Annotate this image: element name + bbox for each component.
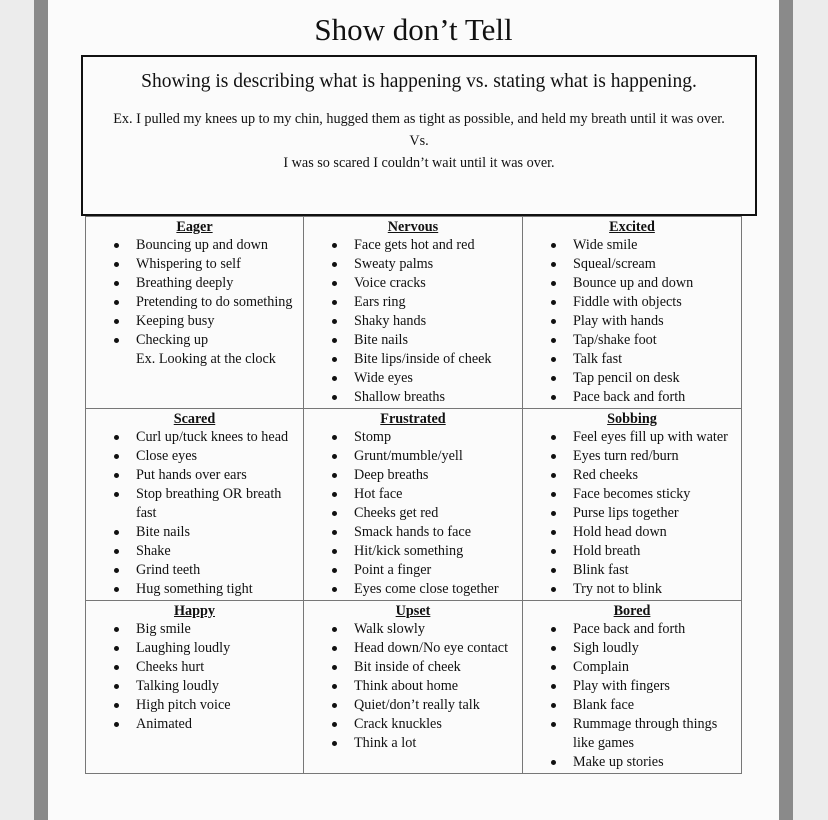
list-item-text: Make up stories [573,754,664,770]
bullet-icon [551,357,556,362]
list-item [136,293,299,312]
list-item [354,658,518,677]
bullet-icon [114,665,119,670]
bullet-icon [551,627,556,632]
definition-text: Showing is describing what is happening vs. stating what is happening. [141,71,697,92]
emotion-heading: Scared [173,411,216,427]
table-row [86,409,742,601]
list-item-text: Play with hands [573,313,664,329]
list-item-text: Ears ring [354,294,406,310]
bullet-icon [551,568,556,573]
list-item-text: Bite nails [354,332,408,348]
bullet-icon [114,722,119,727]
bullet-icon [114,473,119,478]
list-item [136,523,299,542]
bullet-icon [551,646,556,651]
list-item-text: Close eyes [136,448,198,464]
list-item-text: Eyes turn red/burn [573,448,679,464]
behavior-list [90,428,299,599]
list-item-text: Complain [573,659,629,675]
list-item-text: Bite nails [136,524,190,540]
bullet-icon [114,684,119,689]
list-item [136,485,299,523]
list-item [573,677,737,696]
list-item-text: Feel eyes fill up with water [573,429,728,445]
bullet-icon [332,395,337,400]
list-item-text: Try not to blink [573,581,662,597]
list-item [354,715,518,734]
list-item [573,696,737,715]
list-item [354,331,518,350]
list-item-text: Stop breathing OR breath fast [136,486,282,521]
bullet-icon [332,454,337,459]
list-item-text: Grunt/mumble/yell [354,448,463,464]
list-item [354,504,518,523]
bullet-icon [114,454,119,459]
bullet-icon [114,627,119,632]
list-item [354,447,518,466]
emotions-table [85,216,742,774]
list-item [136,677,299,696]
list-item-text: Sweaty palms [354,256,434,272]
bullet-icon [114,587,119,592]
list-item-text: Put hands over ears [136,467,247,483]
list-item [136,255,299,274]
list-item [136,236,299,255]
emotion-heading: Upset [395,603,431,619]
list-item [573,561,737,580]
list-item [354,428,518,447]
worksheet-page [48,0,779,820]
bullet-icon [551,703,556,708]
list-item [354,274,518,293]
behavior-list [527,236,737,407]
bullet-icon [114,646,119,651]
list-item [354,255,518,274]
list-item-text: Cheeks hurt [136,659,205,675]
list-item [354,293,518,312]
frame-left-border [34,0,48,820]
list-item [136,639,299,658]
telling-example: I was so scared I couldn’t wait until it was over. [283,155,555,171]
list-item [136,696,299,715]
list-item [136,447,299,466]
list-item-text: Fiddle with objects [573,294,682,310]
list-item-text: Face becomes sticky [573,486,691,502]
bullet-icon [114,281,119,286]
list-item [354,561,518,580]
list-item [136,715,299,734]
emotion-heading: Frustrated [380,411,446,427]
emotion-heading: Bored [613,603,651,619]
bullet-icon [551,473,556,478]
bullet-icon [332,492,337,497]
list-item-text: Checking up [136,332,209,348]
behavior-list [90,620,299,734]
bullet-icon [551,243,556,248]
emotion-heading: Happy [173,603,215,619]
list-item [573,753,737,772]
list-item [136,542,299,561]
emotion-cell [523,217,742,409]
list-item [573,620,737,639]
list-item-text: Quiet/don’t really talk [354,697,480,713]
list-item [354,639,518,658]
behavior-list [308,236,518,407]
list-item-text: Purse lips together [573,505,679,521]
list-item-text: Cheeks get red [354,505,439,521]
list-item [573,504,737,523]
list-item-text: Play with fingers [573,678,670,694]
bullet-icon [551,281,556,286]
list-item [573,350,737,369]
list-item [573,331,737,350]
bullet-icon [551,530,556,535]
bullet-icon [114,338,119,343]
bullet-icon [332,568,337,573]
bullet-icon [332,338,337,343]
list-item [354,312,518,331]
list-item-text: Red cheeks [573,467,639,483]
bullet-icon [332,627,337,632]
list-item [354,485,518,504]
list-item-text: Point a finger [354,562,432,578]
bullet-icon [332,646,337,651]
bullet-icon [114,530,119,535]
emotion-heading: Nervous [387,219,439,235]
behavior-list [527,428,737,599]
list-item-text: Voice cracks [354,275,426,291]
emotion-cell [86,601,304,774]
list-item [136,331,299,350]
list-item [573,466,737,485]
bullet-icon [332,703,337,708]
list-item-text: Tap/shake foot [573,332,657,348]
list-item-text: Breathing deeply [136,275,234,291]
list-item [354,580,518,599]
table-row [86,601,742,774]
list-item-text: Animated [136,716,192,732]
emotion-heading: Sobbing [607,411,657,427]
frame-right-border [779,0,793,820]
list-item-text: Shake [136,543,171,559]
bullet-icon [114,435,119,440]
bullet-icon [551,684,556,689]
bullet-icon [332,722,337,727]
list-item-text: Laughing loudly [136,640,231,656]
bullet-icon [114,568,119,573]
bullet-icon [332,319,337,324]
list-item [136,312,299,331]
list-item-text: Squeal/scream [573,256,656,272]
showing-example: Ex. I pulled my knees up to my chin, hugged them as tight as possible, and held my breath until it was over. [113,111,725,127]
bullet-icon [551,454,556,459]
bullet-icon [114,703,119,708]
list-item [573,447,737,466]
bullet-icon [551,395,556,400]
list-item [136,428,299,447]
list-item-text: Bite lips/inside of cheek [354,351,492,367]
list-item-text: Wide eyes [354,370,413,386]
list-item-text: Grind teeth [136,562,201,578]
list-item-text: Curl up/tuck knees to head [136,429,289,445]
emotion-cell [304,601,523,774]
list-item-text: Walk slowly [354,621,425,637]
emotion-cell [523,409,742,601]
bullet-icon [551,435,556,440]
list-item [136,658,299,677]
definition-box [81,55,757,216]
bullet-icon [332,435,337,440]
emotion-cell [523,601,742,774]
list-item-text: Pace back and forth [573,389,686,405]
list-item-text: Hold breath [573,543,641,559]
list-item [354,734,518,753]
list-item-text: Pace back and forth [573,621,686,637]
list-item [573,312,737,331]
list-item-text: Pretending to do something [136,294,293,310]
emotion-cell [86,409,304,601]
list-item-text: Rummage through things like games [573,716,718,751]
list-item-text: Tap pencil on desk [573,370,680,386]
list-item-example: Ex. Looking at the clock [136,351,276,367]
list-item-text: Hold head down [573,524,667,540]
list-item-text: Hit/kick something [354,543,464,559]
bullet-icon [551,665,556,670]
list-item-text: Talk fast [573,351,623,367]
behavior-list [90,236,299,350]
list-item [354,388,518,407]
bullet-icon [332,684,337,689]
table-row [86,217,742,409]
bullet-icon [332,530,337,535]
list-item-text: Talking loudly [136,678,219,694]
list-item [573,715,737,753]
bullet-icon [332,376,337,381]
list-item-text: Head down/No eye contact [354,640,509,656]
list-item-text: Big smile [136,621,191,637]
bullet-icon [551,549,556,554]
bullet-icon [551,492,556,497]
list-item [573,639,737,658]
list-item [354,542,518,561]
list-item-text: Crack knuckles [354,716,442,732]
list-item [573,388,737,407]
bullet-icon [332,665,337,670]
emotion-cell [86,217,304,409]
bullet-icon [114,492,119,497]
page-title: Show don’t Tell [314,12,513,47]
bullet-icon [332,473,337,478]
list-item-text: Keeping busy [136,313,215,329]
list-item [354,236,518,255]
list-item-text: Think about home [354,678,459,694]
list-item-text: Blank face [573,697,635,713]
list-item-text: Smack hands to face [354,524,472,540]
emotion-heading: Excited [609,219,655,235]
bullet-icon [332,741,337,746]
list-item [573,274,737,293]
bullet-icon [551,262,556,267]
bullet-icon [332,262,337,267]
list-item [573,428,737,447]
list-item-text: Bounce up and down [573,275,694,291]
list-item-text: Bit inside of cheek [354,659,461,675]
bullet-icon [114,243,119,248]
list-item-text: Shallow breaths [354,389,446,405]
bullet-icon [114,319,119,324]
list-item-text: Wide smile [573,237,638,253]
list-item [136,466,299,485]
bullet-icon [551,511,556,516]
list-item [354,620,518,639]
emotion-heading: Eager [176,219,213,235]
bullet-icon [332,587,337,592]
behavior-list [308,428,518,599]
list-item-text: Whispering to self [136,256,241,272]
list-item [354,466,518,485]
versus-label: Vs. [409,133,429,149]
bullet-icon [332,549,337,554]
list-item [354,696,518,715]
bullet-icon [551,587,556,592]
bullet-icon [551,319,556,324]
bullet-icon [332,281,337,286]
bullet-icon [114,262,119,267]
list-item [573,236,737,255]
list-item [136,620,299,639]
bullet-icon [332,511,337,516]
list-item [573,485,737,504]
list-item-text: Deep breaths [354,467,429,483]
list-item-text: Sigh loudly [573,640,639,656]
list-item [136,561,299,580]
list-item [573,658,737,677]
bullet-icon [114,549,119,554]
list-item-text: Hug something tight [136,581,253,597]
list-item [136,274,299,293]
list-item [573,293,737,312]
bullet-icon [551,338,556,343]
list-item [354,369,518,388]
list-item [573,580,737,599]
emotion-cell [304,217,523,409]
list-item-text: Hot face [354,486,403,502]
list-item [354,677,518,696]
bullet-icon [332,243,337,248]
list-item [136,580,299,599]
list-item-text: Eyes come close together [354,581,499,597]
bullet-icon [551,300,556,305]
list-item-text: Face gets hot and red [354,237,475,253]
behavior-list [527,620,737,772]
list-item-text: Bouncing up and down [136,237,269,253]
list-item [354,350,518,369]
list-item-text: Shaky hands [354,313,427,329]
bullet-icon [551,760,556,765]
list-item [573,542,737,561]
emotion-cell [304,409,523,601]
bullet-icon [551,722,556,727]
list-item-text: High pitch voice [136,697,231,713]
behavior-list [308,620,518,753]
list-item-text: Stomp [354,429,392,445]
bullet-icon [551,376,556,381]
list-item-text: Blink fast [573,562,629,578]
list-item-text: Think a lot [354,735,417,751]
list-item [573,523,737,542]
list-item [354,523,518,542]
bullet-icon [114,300,119,305]
bullet-icon [332,300,337,305]
list-item [573,255,737,274]
bullet-icon [332,357,337,362]
list-item [573,369,737,388]
